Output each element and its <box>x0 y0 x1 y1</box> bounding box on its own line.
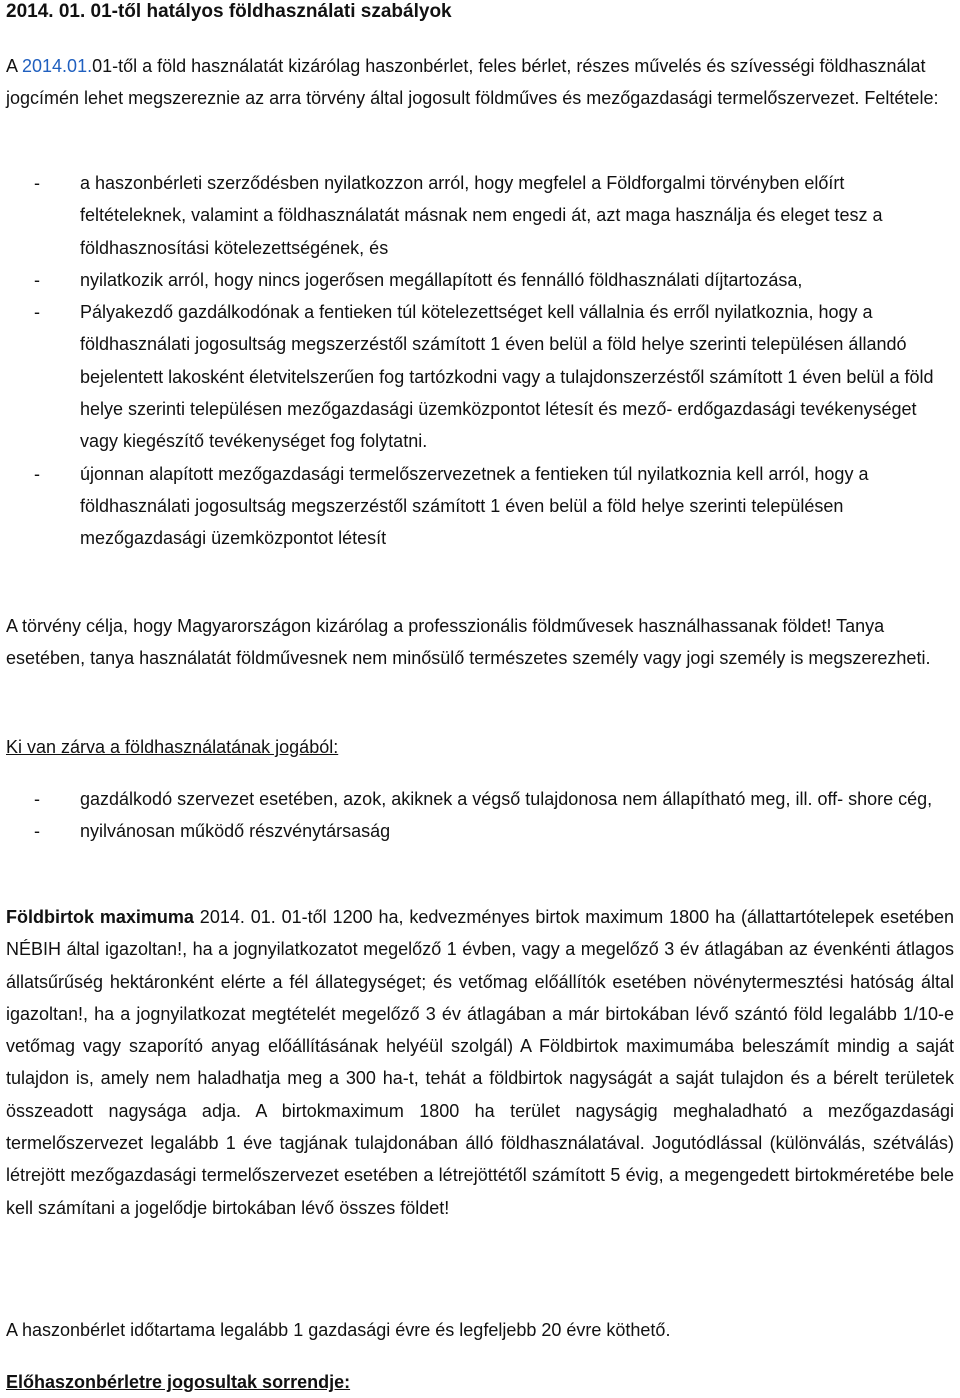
list-item-text: gazdálkodó szervezet esetében, azok, akiknek a végső tulajdonosa nem állapítható meg, ill. off- shore cég, <box>80 789 933 809</box>
purpose-paragraph: A törvény célja, hogy Magyarországon kizárólag a professzionális földművesek használhassanak földet! Tanya esetében, tanya használatát földművesnek nem minősülő természetes személy vagy jogi személy is megszerezheti. <box>6 616 931 669</box>
list-item-text: nyilvánosan működő részvénytársaság <box>80 821 391 842</box>
list-dash: - <box>34 173 40 193</box>
excluded-list <box>6 783 954 848</box>
intro-date-link[interactable]: 2014.01. <box>22 56 93 76</box>
list-item <box>6 815 954 847</box>
excluded-heading: Ki van zárva a földhasználatának jogából: <box>6 737 339 757</box>
maximum-label: Földbirtok maximuma <box>6 907 194 927</box>
list-item <box>6 458 954 555</box>
list-item-text: a haszonbérleti szerződésben nyilatkozzon arról, hogy megfelel a Földforgalmi törvényben előírt feltételeknek, valamint a földhasználatát másnak nem engedi át, azt maga használja és eleget tesz a földhasznosítási kötelezettségének, és <box>80 173 883 258</box>
list-item <box>6 783 954 815</box>
list-item-text: nyilatkozik arról, hogy nincs jogerősen megállapított és fennálló földhasználati díjtartozása, <box>80 269 803 290</box>
lease-duration-paragraph: A haszonbérlet időtartama legalább 1 gazdasági évre és legfeljebb 20 évre köthető. <box>6 1320 671 1340</box>
list-dash: - <box>34 463 40 484</box>
intro-prefix: A <box>6 56 23 76</box>
intro-text: 01-től a föld használatát kizárólag haszonbérlet, feles bérlet, részes művelés és szívességi földhasználat jogcímén lehet megszereznie az arra törvény által jogosult földműves és mezőgazdasági termelőszervezet. Feltétele: <box>6 56 939 109</box>
list-item <box>6 167 954 264</box>
intro-paragraph <box>6 50 954 115</box>
list-item <box>6 296 954 457</box>
list-item-text: Pályakezdő gazdálkodónak a fentieken túl kötelezettséget kell vállalnia és erről nyilatkoznia, hogy a földhasználati jogosultság megszerzéstől számított 1 éven belül a föld helye szerinti településen állandó bejelentett lakosként életvitelszerűen fog tartózkodni vagy a tulajdonszerzéstől számított 1 éven belül a föld helye szerinti településen mezőgazdasági üzemközpontot létesít és mező- erdőgazdasági tevékenységet vagy kiegészítő tevékenységet fog folytatni. <box>80 302 934 452</box>
maximum-text: 2014. 01. 01-től 1200 ha, kedvezményes birtok maximum 1800 ha (állattartótelepek esetében NÉBIH által igazoltan!, ha a jognyilatkozatot megelőző 1 évben, vagy a megelőző 3 év átlagában az évenkénti átlagos állatsűrűség hektáronként elérte a fél állategységet; és vetőmag előállítók esetében növénytermesztési hatóság által igazoltan!, ha a jognyilatkozat megtételét megelőző 3 év átlagában a már birtokában lévő szántó föld legalább 1/10-e vetőmag vagy szaporító anyag előállításának helyéül szolgál) A Földbirtok maximumába beleszámít mindig a saját tulajdon is, amely nem haladhatja meg a 300 ha-t, tehát a földbirtok nagyságát a saját tulajdon és a bérelt területek összeadott nagysága adja. A birtokmaximum 1800 ha terület nagyságig meghaladható a mezőgazdasági termelőszervezet legalább 1 éve tagjának tulajdonában álló földhasználatával. Jogutódlással (különválás, szétválás) létrejött mezőgazdasági termelőszervezet esetében a létrejöttétől számított 5 évig, a megengedett birtokméretébe bele kell számítani a jogelődje birtokában lévő összes földet! <box>6 907 955 1218</box>
list-dash: - <box>34 821 40 842</box>
preemption-heading: Előhaszonbérletre jogosultak sorrendje: <box>6 1372 351 1392</box>
list-dash: - <box>34 269 40 290</box>
list-item-text: újonnan alapított mezőgazdasági termelőszervezetnek a fentieken túl nyilatkoznia kell arról, hogy a földhasználati jogosultság megszerzéstől számított 1 éven belül a föld helye szerinti településen mezőgazdasági üzemközpontot létesít <box>80 463 869 549</box>
document-title: 2014. 01. 01-től hatályos földhasználati szabályok <box>6 1 452 22</box>
maximum-paragraph <box>6 901 954 1224</box>
conditions-list <box>6 167 954 555</box>
list-dash: - <box>34 302 40 323</box>
list-item <box>6 264 954 296</box>
list-dash: - <box>34 789 40 809</box>
